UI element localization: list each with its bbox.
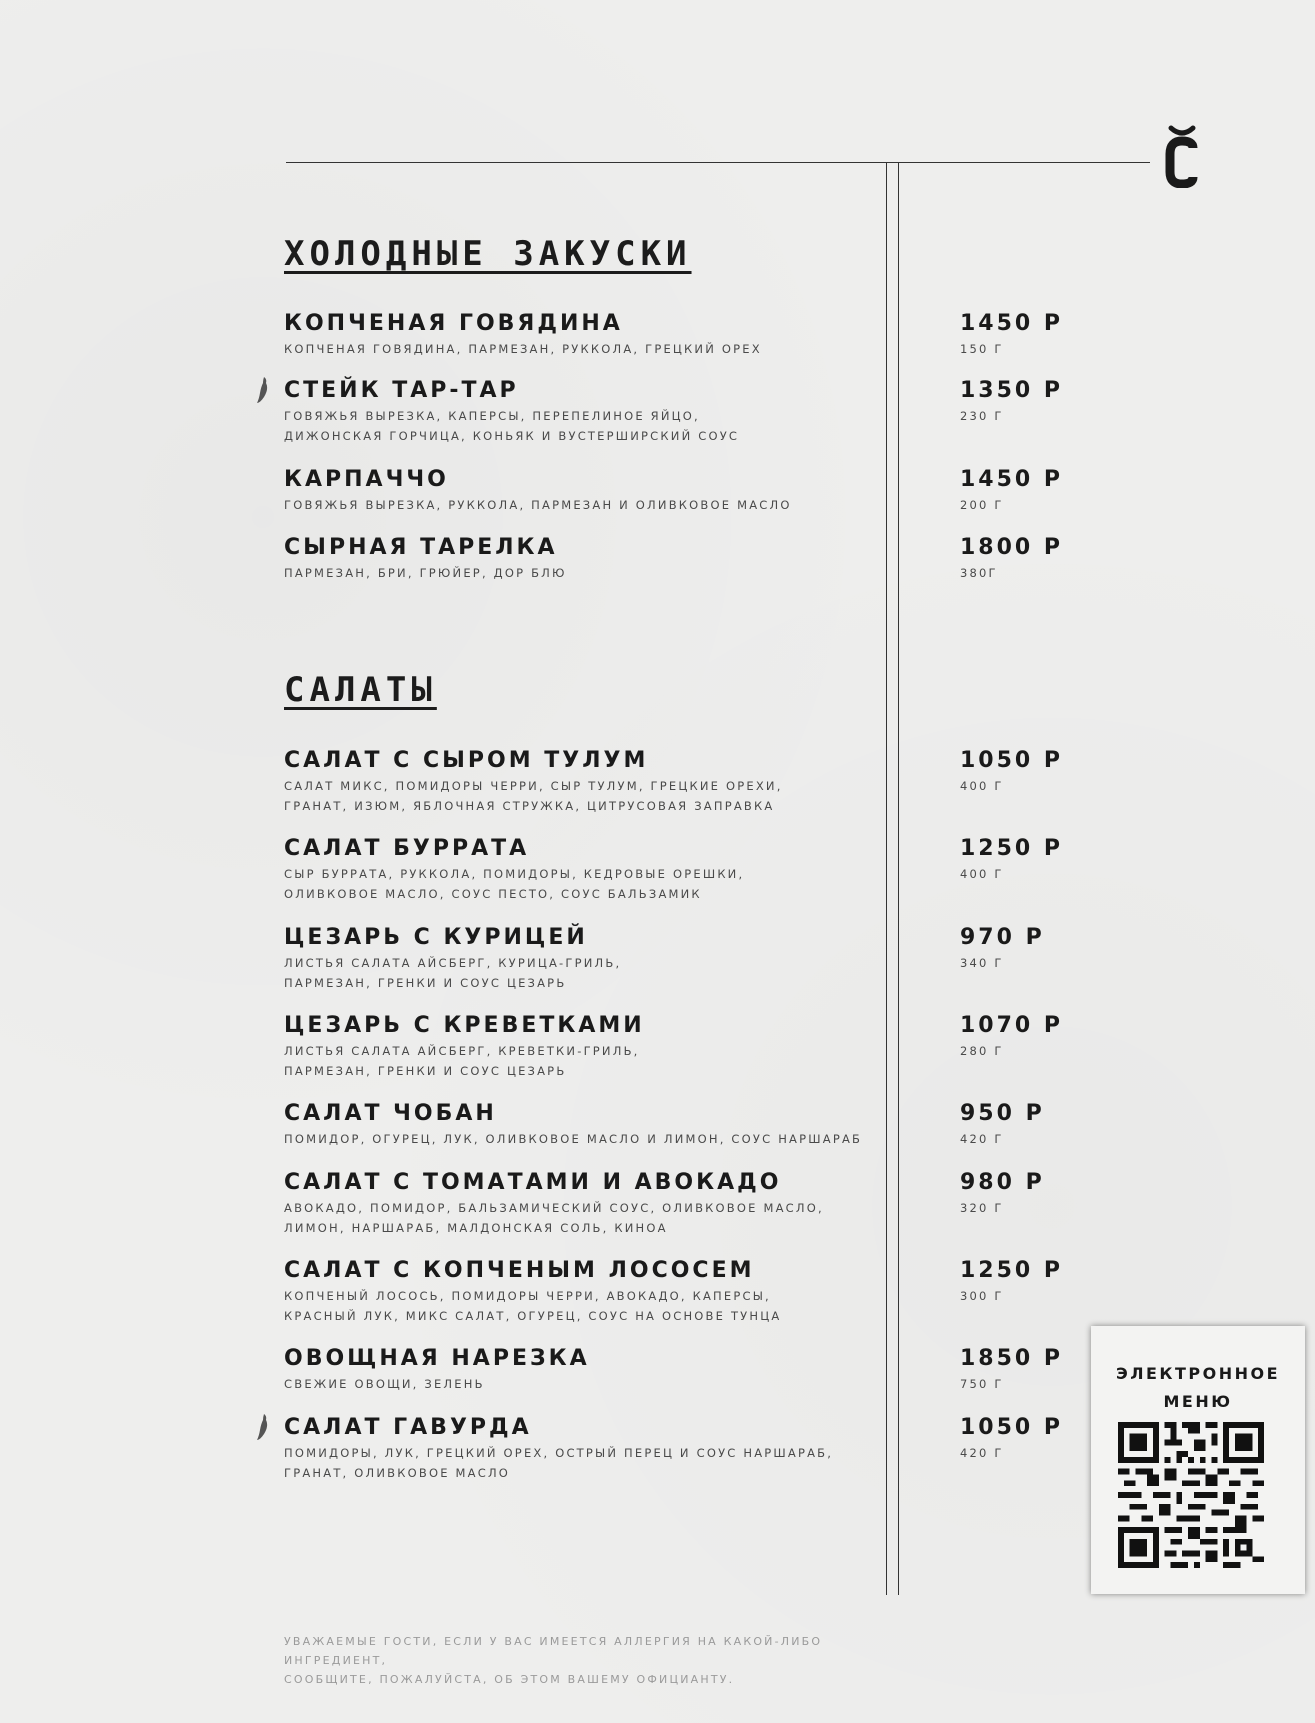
qr-card-title-line2: МЕНЮ: [1163, 1392, 1233, 1411]
menu-item-description: СЫР БУРРАТА, РУККОЛА, ПОМИДОРЫ, КЕДРОВЫЕ ОРЕШКИ,: [284, 867, 745, 881]
menu-item-weight: 750 Г: [960, 1377, 1004, 1391]
menu-item-price: 970 Р: [960, 925, 1045, 950]
menu-item-name: КОПЧЕНАЯ ГОВЯДИНА: [284, 311, 623, 336]
menu-item-weight: 400 Г: [960, 779, 1004, 793]
menu-item-description: ПАРМЕЗАН, ГРЕНКИ И СОУС ЦЕЗАРЬ: [284, 976, 567, 990]
menu-item-description: ГРАНАТ, ОЛИВКОВОЕ МАСЛО: [284, 1466, 511, 1480]
menu-item-weight: 400 Г: [960, 867, 1004, 881]
menu-item: [284, 1013, 904, 1081]
allergy-notice-line2: СООБЩИТЕ, ПОЖАЛУЙСТА, ОБ ЭТОМ ВАШЕМУ ОФИЦИАНТУ.: [284, 1673, 735, 1686]
menu-item: [284, 535, 904, 583]
menu-item-price-block: [960, 925, 1080, 973]
menu-item-price: 1450 Р: [960, 467, 1064, 492]
menu-item: [284, 311, 904, 359]
menu-item-price: 1850 Р: [960, 1346, 1064, 1371]
menu-item-price-block: [960, 836, 1080, 884]
menu-item-price-block: [960, 1415, 1080, 1463]
menu-item: [284, 378, 904, 446]
menu-item-description: ЛИМОН, НАРШАРАБ, МАЛДОНСКАЯ СОЛЬ, КИНОА: [284, 1221, 668, 1235]
menu-item-price: 1050 Р: [960, 748, 1064, 773]
menu-item-name: СТЕЙК ТАР-ТАР: [284, 378, 519, 403]
menu-item-description: КРАСНЫЙ ЛУК, МИКС САЛАТ, ОГУРЕЦ, СОУС НА ОСНОВЕ ТУНЦА: [284, 1309, 782, 1323]
menu-item: [284, 1258, 904, 1326]
menu-item-price-block: [960, 748, 1080, 796]
menu-item: [284, 1415, 904, 1483]
menu-item-description: ПАРМЕЗАН, ГРЕНКИ И СОУС ЦЕЗАРЬ: [284, 1064, 567, 1078]
brand-logo: [1162, 124, 1202, 188]
menu-item: [284, 836, 904, 904]
menu-item-price: 1350 Р: [960, 378, 1064, 403]
menu-item-description: ЛИСТЬЯ САЛАТА АЙСБЕРГ, КРЕВЕТКИ-ГРИЛЬ,: [284, 1044, 640, 1058]
menu-item: [284, 748, 904, 816]
menu-item-price-block: [960, 1013, 1080, 1061]
menu-item-weight: 200 Г: [960, 498, 1004, 512]
menu-item-name: ОВОЩНАЯ НАРЕЗКА: [284, 1346, 590, 1371]
menu-item-price-block: [960, 1170, 1080, 1218]
menu-item-description: ОЛИВКОВОЕ МАСЛО, СОУС ПЕСТО, СОУС БАЛЬЗАМИК: [284, 887, 702, 901]
menu-item-name: САЛАТ ЧОБАН: [284, 1101, 497, 1126]
menu-item-weight: 380Г: [960, 566, 998, 580]
menu-item-weight: 280 Г: [960, 1044, 1004, 1058]
menu-item-weight: 420 Г: [960, 1132, 1004, 1146]
allergy-notice: [284, 1632, 904, 1689]
menu-item-price-block: [960, 1258, 1080, 1306]
menu-item: [284, 925, 904, 993]
menu-item-price: 1800 Р: [960, 535, 1064, 560]
menu-item-name: ЦЕЗАРЬ С КУРИЦЕЙ: [284, 925, 588, 950]
chili-pepper-icon: [254, 1412, 270, 1442]
qr-code-icon[interactable]: [1118, 1422, 1264, 1568]
menu-item-weight: 230 Г: [960, 409, 1004, 423]
menu-item-price: 1050 Р: [960, 1415, 1064, 1440]
menu-item-description: АВОКАДО, ПОМИДОР, БАЛЬЗАМИЧЕСКИЙ СОУС, ОЛИВКОВОЕ МАСЛО,: [284, 1201, 824, 1215]
menu-item-weight: 150 Г: [960, 342, 1004, 356]
menu-item-description: СВЕЖИЕ ОВОЩИ, ЗЕЛЕНЬ: [284, 1377, 485, 1391]
menu-item-description: ДИЖОНСКАЯ ГОРЧИЦА, КОНЬЯК И ВУСТЕРШИРСКИЙ СОУС: [284, 429, 740, 443]
menu-item-description: КОПЧЕНАЯ ГОВЯДИНА, ПАРМЕЗАН, РУККОЛА, ГРЕЦКИЙ ОРЕХ: [284, 342, 762, 356]
chili-pepper-icon: [254, 375, 270, 405]
menu-item-weight: 320 Г: [960, 1201, 1004, 1215]
brand-logo-letter: С: [1162, 124, 1163, 125]
top-rule: [286, 162, 1150, 163]
menu-item-description: ЛИСТЬЯ САЛАТА АЙСБЕРГ, КУРИЦА-ГРИЛЬ,: [284, 956, 622, 970]
menu-item-description: КОПЧЕНЫЙ ЛОСОСЬ, ПОМИДОРЫ ЧЕРРИ, АВОКАДО, КАПЕРСЫ,: [284, 1289, 771, 1303]
menu-item-price: 1450 Р: [960, 311, 1064, 336]
menu-item-price-block: [960, 311, 1080, 359]
menu-item-description: САЛАТ МИКС, ПОМИДОРЫ ЧЕРРИ, СЫР ТУЛУМ, ГРЕЦКИЕ ОРЕХИ,: [284, 779, 783, 793]
menu-item: [284, 467, 904, 515]
menu-item-name: САЛАТ С ТОМАТАМИ И АВОКАДО: [284, 1170, 782, 1195]
menu-item-price-block: [960, 535, 1080, 583]
allergy-notice-line1: УВАЖАЕМЫЕ ГОСТИ, ЕСЛИ У ВАС ИМЕЕТСЯ АЛЛЕРГИЯ НА КАКОЙ-ЛИБО ИНГРЕДИЕНТ,: [284, 1635, 823, 1667]
electronic-menu-card[interactable]: [1091, 1326, 1305, 1594]
menu-item-weight: 300 Г: [960, 1289, 1004, 1303]
menu-item-description: ПОМИДОРЫ, ЛУК, ГРЕЦКИЙ ОРЕХ, ОСТРЫЙ ПЕРЕЦ И СОУС НАРШАРАБ,: [284, 1446, 834, 1460]
menu-item-name: САЛАТ БУРРАТА: [284, 836, 530, 861]
menu-item-price-block: [960, 467, 1080, 515]
qr-card-title-line1: ЭЛЕКТРОННОЕ: [1115, 1364, 1281, 1383]
menu-item-price: 1250 Р: [960, 836, 1064, 861]
menu-item-weight: 340 Г: [960, 956, 1004, 970]
menu-item: [284, 1346, 904, 1394]
section-title-cold-appetizers: ХОЛОДНЫЕ ЗАКУСКИ: [284, 234, 692, 274]
menu-item-name: КАРПАЧЧО: [284, 467, 449, 492]
menu-item-description: ПОМИДОР, ОГУРЕЦ, ЛУК, ОЛИВКОВОЕ МАСЛО И ЛИМОН, СОУС НАРШАРАБ: [284, 1132, 863, 1146]
menu-item-description: ГОВЯЖЬЯ ВЫРЕЗКА, КАПЕРСЫ, ПЕРЕПЕЛИНОЕ ЯЙЦО,: [284, 409, 700, 423]
menu-item-name: САЛАТ С СЫРОМ ТУЛУМ: [284, 748, 649, 773]
menu-item: [284, 1170, 904, 1238]
menu-item-description: ГРАНАТ, ИЗЮМ, ЯБЛОЧНАЯ СТРУЖКА, ЦИТРУСОВАЯ ЗАПРАВКА: [284, 799, 775, 813]
menu-item-price: 1250 Р: [960, 1258, 1064, 1283]
menu-item-name: САЛАТ ГАВУРДА: [284, 1415, 532, 1440]
menu-item-price-block: [960, 1101, 1080, 1149]
menu-item-weight: 420 Г: [960, 1446, 1004, 1460]
menu-item-price-block: [960, 378, 1080, 426]
qr-card-title: [1091, 1360, 1305, 1416]
menu-item-description: ПАРМЕЗАН, БРИ, ГРЮЙЕР, ДОР БЛЮ: [284, 566, 567, 580]
menu-item-price-block: [960, 1346, 1080, 1394]
menu-item: [284, 1101, 904, 1149]
menu-item-description: ГОВЯЖЬЯ ВЫРЕЗКА, РУККОЛА, ПАРМЕЗАН И ОЛИВКОВОЕ МАСЛО: [284, 498, 792, 512]
menu-item-price: 950 Р: [960, 1101, 1045, 1126]
menu-item-price: 980 Р: [960, 1170, 1045, 1195]
menu-item-price: 1070 Р: [960, 1013, 1064, 1038]
menu-item-name: САЛАТ С КОПЧЕНЫМ ЛОСОСЕМ: [284, 1258, 755, 1283]
menu-item-name: СЫРНАЯ ТАРЕЛКА: [284, 535, 558, 560]
menu-item-name: ЦЕЗАРЬ С КРЕВЕТКАМИ: [284, 1013, 645, 1038]
section-title-salads: САЛАТЫ: [284, 670, 437, 710]
